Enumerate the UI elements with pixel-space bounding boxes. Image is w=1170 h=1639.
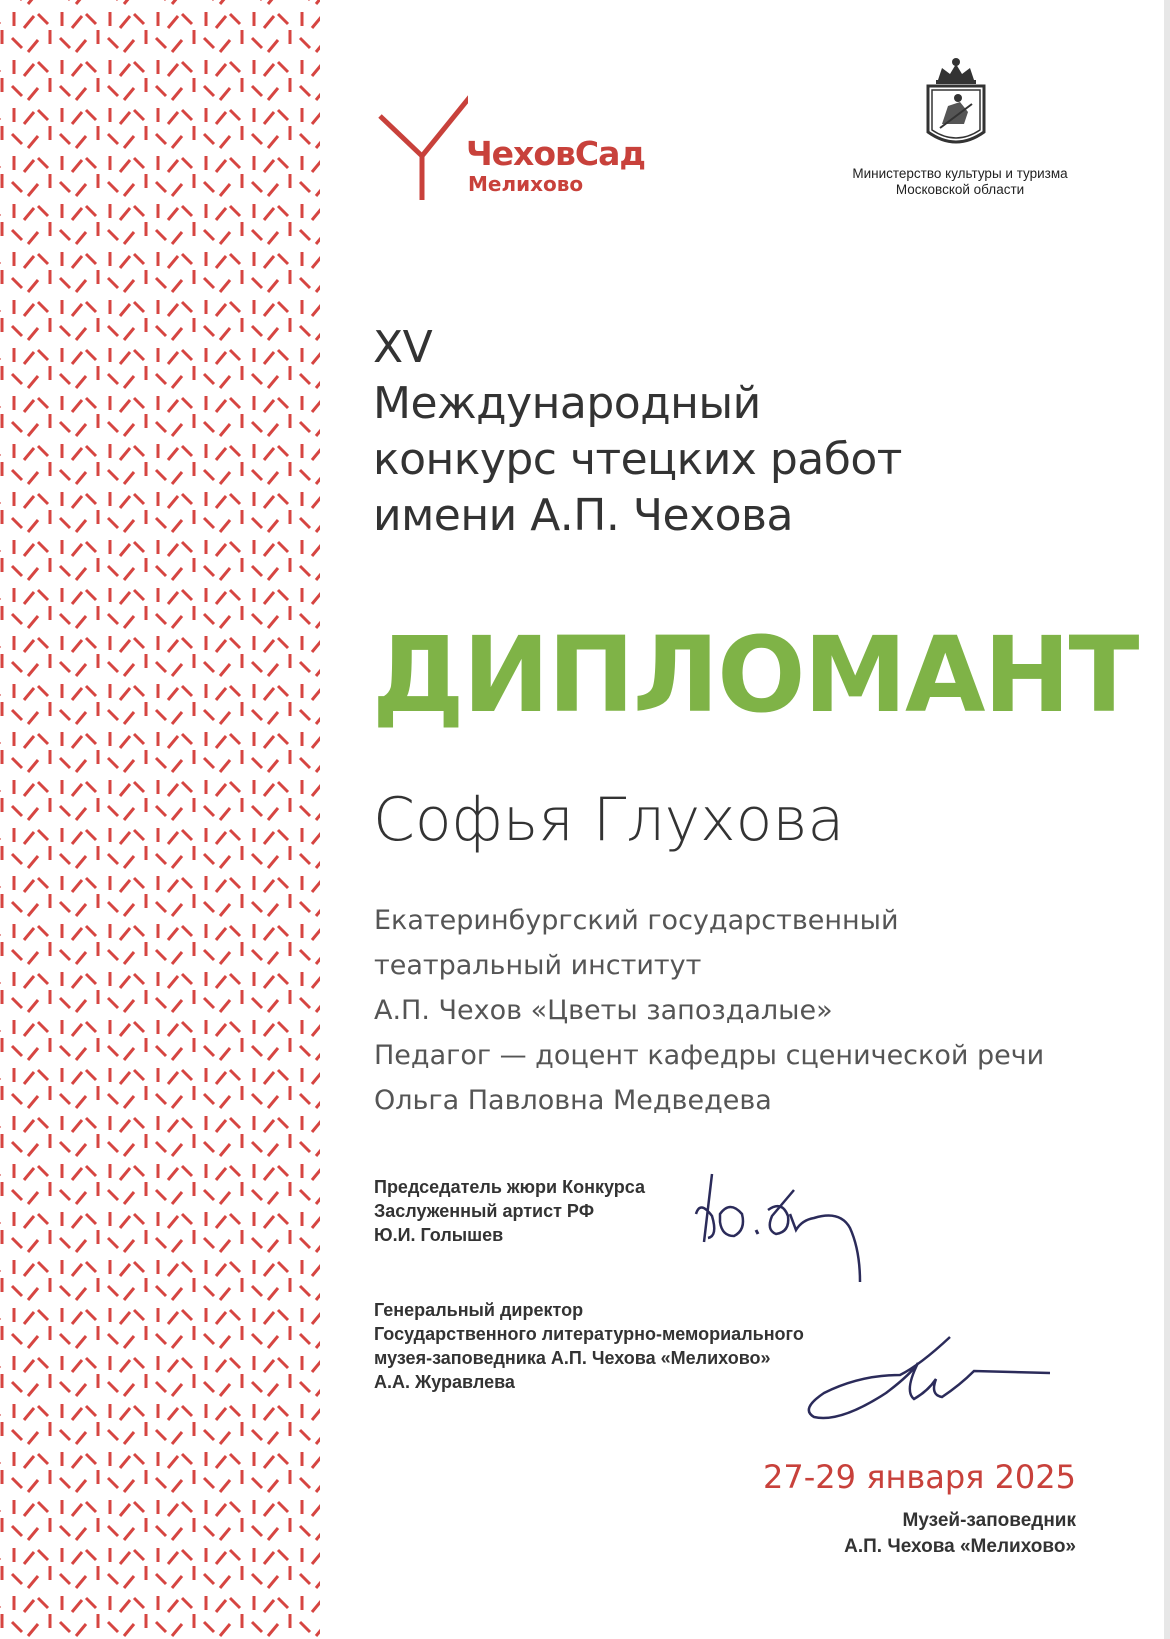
signatory-line: Ю.И. Голышев [374, 1225, 504, 1245]
teacher-name: Ольга Павловна Медведева [374, 1085, 772, 1116]
logo-title: ЧеховСад [466, 134, 646, 173]
contest-title [373, 320, 902, 544]
contest-edition: XV [373, 322, 433, 373]
contest-title-line: имени А.П. Чехова [373, 490, 793, 541]
jury-chair-signatory [374, 1175, 645, 1247]
handwritten-signature-icon [800, 1335, 1060, 1425]
teacher-role: Педагог — доцент кафедры сценической речи [374, 1040, 1045, 1071]
moscow-oblast-coat-of-arms-icon [920, 54, 992, 154]
recipient-name: Софья Глухова [373, 785, 845, 855]
event-dates: 27-29 января 2025 [763, 1458, 1076, 1496]
handwritten-signature-icon [690, 1170, 880, 1290]
contest-title-line: конкурс чтецких работ [373, 434, 902, 485]
decorative-dash-pattern [0, 0, 320, 1639]
ministry-line1: Министерство культуры и туризма [852, 166, 1068, 181]
award-status: ДИПЛОМАНТ [372, 614, 1138, 736]
logo-subtitle: Мелихово [468, 172, 584, 196]
recipient-details [374, 898, 1044, 1123]
institution-line: театральный институт [374, 950, 702, 981]
chekhov-sad-logo [378, 80, 668, 204]
ministry-line2: Московской области [895, 182, 1025, 197]
institution-line: Екатеринбургский государственный [374, 905, 899, 936]
contest-title-line: Международный [373, 378, 761, 429]
venue-line: А.П. Чехова «Мелихово» [844, 1536, 1076, 1557]
page-edge [1164, 0, 1170, 1639]
chekhov-sad-logo-icon [378, 80, 468, 204]
venue-line: Музей-заповедник [902, 1510, 1076, 1531]
director-signatory [374, 1298, 804, 1394]
event-venue [844, 1508, 1076, 1560]
signatory-line: музея-заповедника А.П. Чехова «Мелихово» [374, 1348, 771, 1368]
performed-work: А.П. Чехов «Цветы запоздалые» [374, 995, 833, 1026]
signatory-line: Государственного литературно-мемориального [374, 1324, 804, 1344]
signatory-line: А.А. Журавлева [374, 1372, 515, 1392]
signatory-line: Заслуженный артист РФ [374, 1201, 595, 1221]
ministry-name [820, 166, 1100, 198]
signatory-line: Председатель жюри Конкурса [374, 1177, 645, 1197]
signatory-line: Генеральный директор [374, 1300, 584, 1320]
